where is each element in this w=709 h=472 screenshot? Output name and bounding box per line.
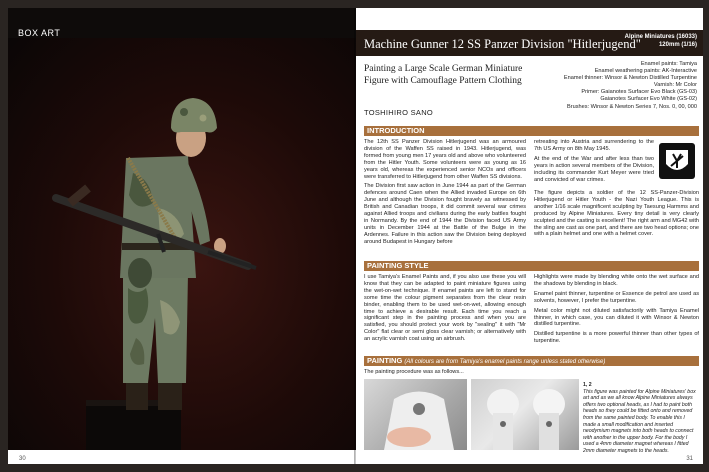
- article-title: Machine Gunner 12 SS Panzer Division "Hitlerjugend": [364, 37, 641, 51]
- caption-text: This figure was painted for Alpine Miniatures' box art and as we all know Alpine Miniatures always offers two optional heads, as I had to paint both heads so they could be fitted onto and removed from the same painted body. To enable this I made a small modification and inserted neodymium magnets into both heads to connect with another in the upper body. For the body I used a 4mm diameter magnet whereas I fitted 2mm diameter magnets to the heads.: [583, 388, 696, 454]
- author-name: TOSHIHIRO SANO: [364, 108, 434, 117]
- painting-intro: The painting procedure was as follows...: [364, 369, 464, 375]
- paints-item: Brushes: Winsor & Newton Series 7, Nos. 0, 00, 000: [567, 103, 697, 110]
- torso-magnet-photo: [364, 379, 467, 450]
- paragraph: The 12th SS Panzer Division Hitlerjugend was an armoured division of the Waffen SS raised in 1943. Hitlerjugend, was formed from young men 17 years old and above who volunteered from the Hitler Youth. Some volunteers were as young as 16 years old, whereas the experienced senior NCOs and officers were transferred to Hitlerjugend from other Waffen SS divisions.: [364, 139, 526, 180]
- style-column-right: [534, 274, 699, 345]
- paints-item: Primer: Gaianotes Surfacer Evo Black (GS-03): [581, 89, 697, 96]
- step-photo-2: [471, 379, 579, 450]
- paints-list: [497, 61, 697, 111]
- paragraph: The figure depicts a soldier of the 12 SS-Panzer-Division Hitlerjugend or Hitler Youth - the Nazi Youth League. This is another 1/16 scale magnificent sculpting by Taesung Harmms and produced by Alpine Miniatures. Every tiny detail is very clearly sculpted and the casting is excellent! The right arm and MG42 with the sling are cast as one part, and there are two head options; one with a plain helmet and one with a helmet cover.: [534, 190, 699, 238]
- right-page: [356, 8, 703, 464]
- photo-caption: [583, 382, 699, 455]
- step-photo-1: [364, 379, 467, 450]
- heads-magnet-photo: [471, 379, 579, 450]
- paragraph: retreating into Austria and surrendering to the 7th US Army on 8th May 1945.: [534, 139, 654, 152]
- article-subtitle: Painting a Large Scale German Miniature Figure with Camouflage Pattern Clothing: [364, 64, 523, 86]
- paints-item: Enamel weathering paints: AK-Interactive: [594, 68, 697, 75]
- painting-heading-note: (All colours are from Tamiya's enamel paints range unless stated otherwise): [404, 359, 606, 365]
- paragraph: At the end of the War and after less than two years in action several members of the Division, including its commander Kurt Meyer were tried and convicted of war crimes.: [534, 155, 654, 183]
- paragraph: Metal color might not diluted satisfactorily with Tamiya Enamel thinner, in which case, you can diluted it with Winsor & Newton distilled turpentine.: [534, 307, 699, 328]
- box-art-photo: [8, 38, 356, 450]
- caption-number: 1, 2: [583, 382, 592, 388]
- magazine-spread: [8, 8, 703, 464]
- paragraph: Enamel paint thinner, turpentine or Essence de petrol are used as solvents, however, I prefer the turpentine.: [534, 290, 699, 304]
- intro-column-left: [364, 139, 526, 249]
- introduction-heading: INTRODUCTION: [364, 126, 699, 136]
- page-number-left: 30: [19, 456, 26, 462]
- kit-info: [625, 33, 697, 49]
- paints-item: Enamel paints: Tamiya: [640, 61, 697, 67]
- painting-heading-label: PAINTING: [367, 356, 403, 365]
- machine-gunner-figure-image: [8, 38, 356, 450]
- kit-name: Alpine Miniatures (16033): [624, 34, 697, 40]
- style-column-left: [364, 274, 526, 346]
- paragraph: Highlights were made by blending white onto the wet surface and the shadows by blending in black.: [534, 274, 699, 287]
- paints-item: Varnish: Mr Color: [653, 82, 697, 89]
- ss-division-insignia: [659, 143, 695, 179]
- insignia-icon: [662, 146, 692, 176]
- paints-item: Enamel thinner: Winsor & Newton Distilled Turpentine: [563, 75, 697, 82]
- intro-column-right-top: [534, 139, 654, 186]
- page-number-right: 31: [686, 456, 693, 462]
- painting-heading: [364, 356, 699, 366]
- paragraph: I use Tamiya's Enamel Paints and, if you also use these you will know that they can be adapted to paint miniature figures using the wet-on-wet technique. If enamel paints are left to stand for some time the colour pigment separates from the clear resin binder, enabling them to be used wet-on-wet, allowing enough time to achieve a desirable result. Each time you reach a significant step in the painting process and when you are satisfied, you should protect your work by "sealing" it with "Mr Color" flat clear or semi gloss clear varnish; or alternatively with an acrylic varnish coat using an airbrush.: [364, 274, 526, 343]
- section-label: BOX ART: [18, 28, 61, 38]
- article-title-bar: [356, 30, 703, 56]
- left-page-footer: [8, 450, 356, 464]
- paragraph: The Division first saw action in June 1944 as part of the German defences around Caen when the Allied invaded Europe on 6th June and although the Division fought bravely as witnessed by British and Canadian troops, it did commit several war crimes against Allied troops and civilians during the early battles fought in Normandy. By the end of 1944 the Division faced US Army units in December 1944 at the Battle of the Bulge in the Ardennes. Failure in this action saw the Division being deployed around Budapest in Hungary before: [364, 183, 526, 245]
- kit-scale: 120mm (1/16): [658, 42, 697, 48]
- intro-column-right-bottom: [534, 190, 699, 241]
- paints-item: Gaianotes Surfacer Evo White (GS-02): [600, 96, 697, 103]
- paragraph: Distilled turpentine is a more powerful thinner than other types of turpentine.: [534, 331, 699, 345]
- left-page: [8, 8, 356, 464]
- painting-style-heading: PAINTING STYLE: [364, 261, 699, 271]
